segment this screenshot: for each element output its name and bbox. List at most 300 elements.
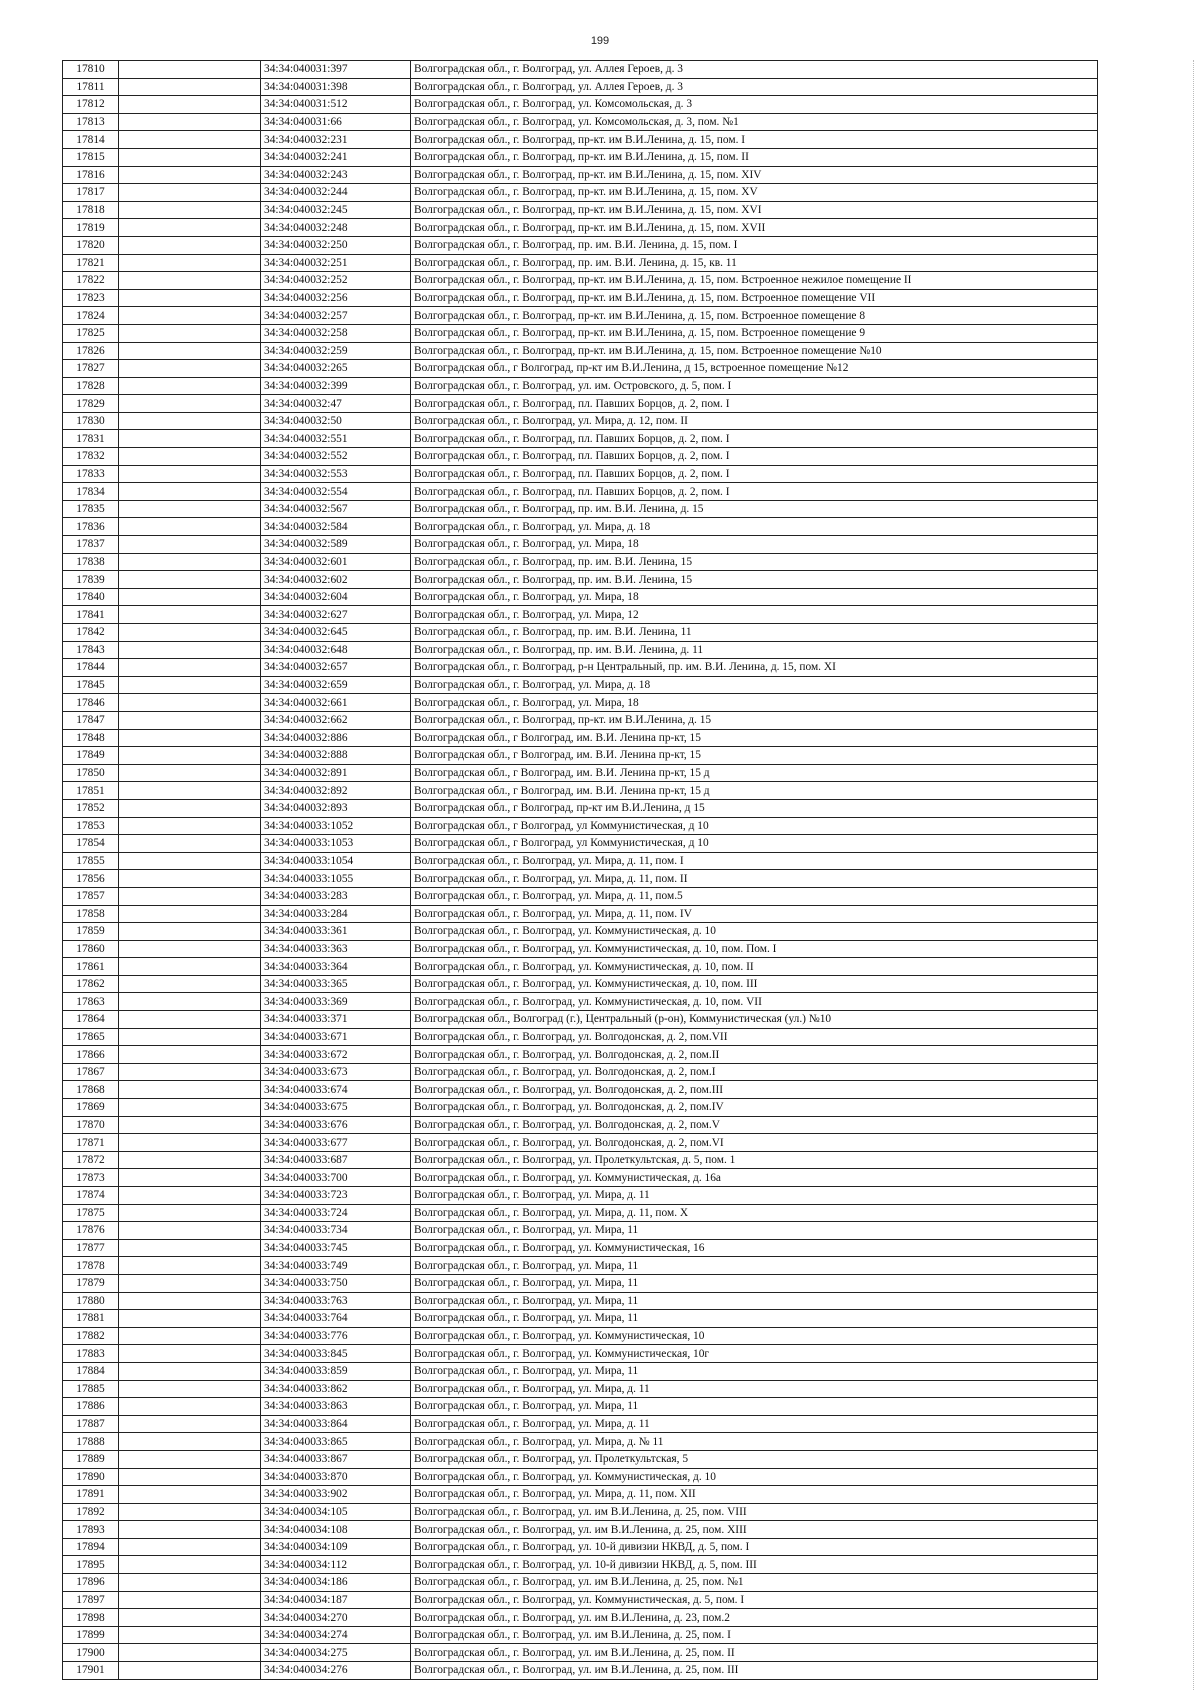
table-row: [63, 852, 1098, 870]
table-row: [63, 307, 1098, 325]
cadastral-number-cell: 34:34:040033:723: [261, 1187, 411, 1205]
address-cell: Волгоградская обл., г. Волгоград, пл. Павших Борцов, д. 2, пом. I: [411, 448, 1098, 466]
page-number: 199: [590, 35, 610, 47]
row-number-cell: 17866: [63, 1046, 119, 1064]
empty-cell: [119, 324, 261, 342]
empty-cell: [119, 1239, 261, 1257]
cadastral-number-cell: 34:34:040032:589: [261, 536, 411, 554]
table-row: [63, 817, 1098, 835]
empty-cell: [119, 958, 261, 976]
row-number-cell: 17891: [63, 1486, 119, 1504]
empty-cell: [119, 1134, 261, 1152]
table-row: [63, 1187, 1098, 1205]
row-number-cell: 17888: [63, 1433, 119, 1451]
empty-cell: [119, 1450, 261, 1468]
empty-cell: [119, 360, 261, 378]
empty-cell: [119, 1380, 261, 1398]
table-row: [63, 835, 1098, 853]
empty-cell: [119, 1644, 261, 1662]
row-number-cell: 17870: [63, 1116, 119, 1134]
row-number-cell: 17883: [63, 1345, 119, 1363]
table-row: [63, 1099, 1098, 1117]
address-cell: Волгоградская обл., г. Волгоград, ул. Мира, 11: [411, 1292, 1098, 1310]
empty-cell: [119, 1274, 261, 1292]
cadastral-number-cell: 34:34:040032:231: [261, 131, 411, 149]
address-cell: Волгоградская обл., г. Волгоград, ул. Коммунистическая, 10г: [411, 1345, 1098, 1363]
table-row: [63, 342, 1098, 360]
table-row: [63, 1292, 1098, 1310]
address-cell: Волгоградская обл., г. Волгоград, ул. Мира, д. 18: [411, 518, 1098, 536]
cadastral-number-cell: 34:34:040033:363: [261, 940, 411, 958]
row-number-cell: 17871: [63, 1134, 119, 1152]
empty-cell: [119, 694, 261, 712]
address-cell: Волгоградская обл., г. Волгоград, ул. Мира, д. 11: [411, 1415, 1098, 1433]
cadastral-number-cell: 34:34:040033:902: [261, 1486, 411, 1504]
table-row: [63, 905, 1098, 923]
cadastral-number-cell: 34:34:040031:512: [261, 96, 411, 114]
empty-cell: [119, 1345, 261, 1363]
address-cell: Волгоградская обл., г. Волгоград, ул. Мира, 11: [411, 1362, 1098, 1380]
table-row: [63, 1380, 1098, 1398]
table-row: [63, 1433, 1098, 1451]
row-number-cell: 17822: [63, 272, 119, 290]
table-row: [63, 782, 1098, 800]
cadastral-number-cell: 34:34:040034:109: [261, 1538, 411, 1556]
address-cell: Волгоградская обл., г Волгоград, им. В.И. Ленина пр-кт, 15 д: [411, 764, 1098, 782]
empty-cell: [119, 1662, 261, 1680]
address-cell: Волгоградская обл., г. Волгоград, ул. Волгодонская, д. 2, пом.VII: [411, 1028, 1098, 1046]
cadastral-number-cell: 34:34:040032:47: [261, 395, 411, 413]
table-row: [63, 571, 1098, 589]
empty-cell: [119, 1556, 261, 1574]
cadastral-number-cell: 34:34:040032:552: [261, 448, 411, 466]
address-cell: Волгоградская обл., г. Волгоград, ул. им В.И.Ленина, д. 25, пом. III: [411, 1662, 1098, 1680]
empty-cell: [119, 1063, 261, 1081]
address-cell: Волгоградская обл., г. Волгоград, ул. Пролеткультская, д. 5, пом. 1: [411, 1151, 1098, 1169]
row-number-cell: 17892: [63, 1503, 119, 1521]
address-cell: Волгоградская обл., г. Волгоград, ул. Мира, д. № 11: [411, 1433, 1098, 1451]
row-number-cell: 17898: [63, 1609, 119, 1627]
address-cell: Волгоградская обл., г. Волгоград, ул. Мира, д. 11: [411, 1380, 1098, 1398]
table-row: [63, 1415, 1098, 1433]
row-number-cell: 17845: [63, 676, 119, 694]
row-number-cell: 17855: [63, 852, 119, 870]
cadastral-number-cell: 34:34:040032:661: [261, 694, 411, 712]
table-row: [63, 958, 1098, 976]
row-number-cell: 17857: [63, 887, 119, 905]
cadastral-number-cell: 34:34:040034:275: [261, 1644, 411, 1662]
empty-cell: [119, 1574, 261, 1592]
address-cell: Волгоградская обл., г. Волгоград, пр-кт. им В.И.Ленина, д. 15, пом. II: [411, 148, 1098, 166]
table-row: [63, 993, 1098, 1011]
empty-cell: [119, 1028, 261, 1046]
address-cell: Волгоградская обл., г Волгоград, ул Коммунистическая, д 10: [411, 817, 1098, 835]
table-row: [63, 694, 1098, 712]
address-cell: Волгоградская обл., г. Волгоград, ул. им В.И.Ленина, д. 25, пом. II: [411, 1644, 1098, 1662]
cadastral-number-cell: 34:34:040033:365: [261, 975, 411, 993]
empty-cell: [119, 1486, 261, 1504]
empty-cell: [119, 1310, 261, 1328]
row-number-cell: 17820: [63, 236, 119, 254]
row-number-cell: 17881: [63, 1310, 119, 1328]
row-number-cell: 17844: [63, 659, 119, 677]
cadastral-number-cell: 34:34:040034:270: [261, 1609, 411, 1627]
row-number-cell: 17868: [63, 1081, 119, 1099]
cadastral-number-cell: 34:34:040032:657: [261, 659, 411, 677]
empty-cell: [119, 1626, 261, 1644]
address-cell: Волгоградская обл., г Волгоград, ул Коммунистическая, д 10: [411, 835, 1098, 853]
cadastral-number-cell: 34:34:040032:259: [261, 342, 411, 360]
row-number-cell: 17814: [63, 131, 119, 149]
cadastral-number-cell: 34:34:040033:672: [261, 1046, 411, 1064]
address-cell: Волгоградская обл., г. Волгоград, пл. Павших Борцов, д. 2, пом. I: [411, 395, 1098, 413]
row-number-cell: 17832: [63, 448, 119, 466]
empty-cell: [119, 764, 261, 782]
table-row: [63, 1450, 1098, 1468]
address-cell: Волгоградская обл., г. Волгоград, ул. Коммунистическая, д. 5, пом. I: [411, 1591, 1098, 1609]
address-cell: Волгоградская обл., г. Волгоград, ул. Коммунистическая, д. 10: [411, 923, 1098, 941]
table-row: [63, 1486, 1098, 1504]
row-number-cell: 17839: [63, 571, 119, 589]
cadastral-number-cell: 34:34:040033:1054: [261, 852, 411, 870]
table-row: [63, 1609, 1098, 1627]
cadastral-number-cell: 34:34:040033:675: [261, 1099, 411, 1117]
empty-cell: [119, 641, 261, 659]
cadastral-number-cell: 34:34:040033:1055: [261, 870, 411, 888]
empty-cell: [119, 1292, 261, 1310]
table-row: [63, 1257, 1098, 1275]
cadastral-number-cell: 34:34:040032:50: [261, 412, 411, 430]
empty-cell: [119, 465, 261, 483]
address-cell: Волгоградская обл., г. Волгоград, ул. Волгодонская, д. 2, пом.I: [411, 1063, 1098, 1081]
cadastral-number-cell: 34:34:040032:251: [261, 254, 411, 272]
empty-cell: [119, 940, 261, 958]
address-cell: Волгоградская обл., г. Волгоград, пр. им. В.И. Ленина, д. 11: [411, 641, 1098, 659]
address-cell: Волгоградская обл., г. Волгоград, ул. им В.И.Ленина, д. 25, пом. №1: [411, 1574, 1098, 1592]
cadastral-number-cell: 34:34:040033:673: [261, 1063, 411, 1081]
empty-cell: [119, 1521, 261, 1539]
table-row: [63, 448, 1098, 466]
table-row: [63, 729, 1098, 747]
address-cell: Волгоградская обл., г. Волгоград, пр-кт. им В.И.Ленина, д. 15, пом. XV: [411, 184, 1098, 202]
row-number-cell: 17880: [63, 1292, 119, 1310]
empty-cell: [119, 606, 261, 624]
cadastral-number-cell: 34:34:040032:648: [261, 641, 411, 659]
address-cell: Волгоградская обл., г. Волгоград, ул. Мира, 11: [411, 1257, 1098, 1275]
table-row: [63, 1574, 1098, 1592]
cadastral-number-cell: 34:34:040033:687: [261, 1151, 411, 1169]
cadastral-number-cell: 34:34:040033:776: [261, 1327, 411, 1345]
table-row: [63, 324, 1098, 342]
table-row: [63, 975, 1098, 993]
table-row: [63, 148, 1098, 166]
row-number-cell: 17821: [63, 254, 119, 272]
empty-cell: [119, 711, 261, 729]
empty-cell: [119, 1187, 261, 1205]
address-cell: Волгоградская обл., г. Волгоград, пр. им. В.И. Ленина, д. 15: [411, 500, 1098, 518]
row-number-cell: 17876: [63, 1222, 119, 1240]
table-row: [63, 1398, 1098, 1416]
row-number-cell: 17861: [63, 958, 119, 976]
empty-cell: [119, 1398, 261, 1416]
cadastral-number-cell: 34:34:040032:265: [261, 360, 411, 378]
cadastral-number-cell: 34:34:040033:1052: [261, 817, 411, 835]
cadastral-number-cell: 34:34:040033:745: [261, 1239, 411, 1257]
empty-cell: [119, 148, 261, 166]
cadastral-number-cell: 34:34:040031:398: [261, 78, 411, 96]
address-cell: Волгоградская обл., г. Волгоград, пр-кт. им В.И.Ленина, д. 15, пом. Встроенное нежилое помещение II: [411, 272, 1098, 290]
table-row: [63, 113, 1098, 131]
address-cell: Волгоградская обл., г. Волгоград, пр-кт. им В.И.Ленина, д. 15, пом. Встроенное помещение 8: [411, 307, 1098, 325]
address-cell: Волгоградская обл., г. Волгоград, пр-кт. им В.И.Ленина, д. 15: [411, 711, 1098, 729]
empty-cell: [119, 659, 261, 677]
empty-cell: [119, 1046, 261, 1064]
address-cell: Волгоградская обл., г. Волгоград, ул. Коммунистическая, 10: [411, 1327, 1098, 1345]
row-number-cell: 17823: [63, 289, 119, 307]
table-row: [63, 1345, 1098, 1363]
cadastral-number-cell: 34:34:040032:886: [261, 729, 411, 747]
empty-cell: [119, 377, 261, 395]
row-number-cell: 17863: [63, 993, 119, 1011]
table-row: [63, 483, 1098, 501]
empty-cell: [119, 799, 261, 817]
row-number-cell: 17889: [63, 1450, 119, 1468]
address-cell: Волгоградская обл., г. Волгоград, ул. Мира, 11: [411, 1398, 1098, 1416]
address-cell: Волгоградская обл., г. Волгоград, ул. Волгодонская, д. 2, пом.IV: [411, 1099, 1098, 1117]
address-cell: Волгоградская обл., г Волгоград, им. В.И. Ленина пр-кт, 15: [411, 729, 1098, 747]
empty-cell: [119, 553, 261, 571]
row-number-cell: 17853: [63, 817, 119, 835]
cadastral-number-cell: 34:34:040033:750: [261, 1274, 411, 1292]
address-cell: Волгоградская обл., г. Волгоград, пр. им. В.И. Ленина, 15: [411, 571, 1098, 589]
table-row: [63, 1591, 1098, 1609]
cadastral-number-cell: 34:34:040033:864: [261, 1415, 411, 1433]
cadastral-number-cell: 34:34:040032:893: [261, 799, 411, 817]
cadastral-number-cell: 34:34:040032:659: [261, 676, 411, 694]
row-number-cell: 17873: [63, 1169, 119, 1187]
address-cell: Волгоградская обл., г. Волгоград, ул. им В.И.Ленина, д. 23, пом.2: [411, 1609, 1098, 1627]
cadastral-number-cell: 34:34:040031:66: [261, 113, 411, 131]
empty-cell: [119, 747, 261, 765]
address-cell: Волгоградская обл., г. Волгоград, ул. Мира, 18: [411, 536, 1098, 554]
address-cell: Волгоградская обл., г Волгоград, им. В.И. Ленина пр-кт, 15: [411, 747, 1098, 765]
page-edge-divider: [1192, 60, 1194, 1690]
row-number-cell: 17833: [63, 465, 119, 483]
address-cell: Волгоградская обл., г. Волгоград, пл. Павших Борцов, д. 2, пом. I: [411, 430, 1098, 448]
empty-cell: [119, 166, 261, 184]
table-row: [63, 360, 1098, 378]
row-number-cell: 17819: [63, 219, 119, 237]
address-cell: Волгоградская обл., г. Волгоград, ул. Мира, д. 11, пом. IV: [411, 905, 1098, 923]
address-cell: Волгоградская обл., г. Волгоград, ул. Аллея Героев, д. 3: [411, 61, 1098, 79]
empty-cell: [119, 1591, 261, 1609]
cadastral-number-cell: 34:34:040032:645: [261, 624, 411, 642]
empty-cell: [119, 1468, 261, 1486]
table-row: [63, 870, 1098, 888]
table-row: [63, 1046, 1098, 1064]
table-row: [63, 641, 1098, 659]
empty-cell: [119, 96, 261, 114]
empty-cell: [119, 1204, 261, 1222]
cadastral-number-cell: 34:34:040032:888: [261, 747, 411, 765]
cadastral-number-cell: 34:34:040033:724: [261, 1204, 411, 1222]
empty-cell: [119, 518, 261, 536]
table-row: [63, 430, 1098, 448]
table-row: [63, 219, 1098, 237]
address-cell: Волгоградская обл., г. Волгоград, ул. им В.И.Ленина, д. 25, пом. XIII: [411, 1521, 1098, 1539]
table-row: [63, 1538, 1098, 1556]
cadastral-number-cell: 34:34:040032:584: [261, 518, 411, 536]
table-row: [63, 1626, 1098, 1644]
row-number-cell: 17896: [63, 1574, 119, 1592]
table-row: [63, 1081, 1098, 1099]
table-row: [63, 1362, 1098, 1380]
cadastral-number-cell: 34:34:040034:186: [261, 1574, 411, 1592]
table-row: [63, 1310, 1098, 1328]
address-cell: Волгоградская обл., г. Волгоград, ул. Волгодонская, д. 2, пом.V: [411, 1116, 1098, 1134]
cadastral-number-cell: 34:34:040032:891: [261, 764, 411, 782]
address-cell: Волгоградская обл., г. Волгоград, пр-кт. им В.И.Ленина, д. 15, пом. XIV: [411, 166, 1098, 184]
empty-cell: [119, 1011, 261, 1029]
empty-cell: [119, 1362, 261, 1380]
row-number-cell: 17842: [63, 624, 119, 642]
row-number-cell: 17877: [63, 1239, 119, 1257]
cadastral-number-cell: 34:34:040032:601: [261, 553, 411, 571]
address-cell: Волгоградская обл., г. Волгоград, пр-кт. им В.И.Ленина, д. 15, пом. Встроенное помещение 9: [411, 324, 1098, 342]
table-row: [63, 676, 1098, 694]
empty-cell: [119, 536, 261, 554]
row-number-cell: 17824: [63, 307, 119, 325]
empty-cell: [119, 817, 261, 835]
row-number-cell: 17890: [63, 1468, 119, 1486]
row-number-cell: 17894: [63, 1538, 119, 1556]
cadastral-number-cell: 34:34:040033:867: [261, 1450, 411, 1468]
cadastral-number-cell: 34:34:040034:276: [261, 1662, 411, 1680]
address-cell: Волгоградская обл., г. Волгоград, ул. Комсомольская, д. 3: [411, 96, 1098, 114]
cadastral-number-cell: 34:34:040032:245: [261, 201, 411, 219]
table-row: [63, 887, 1098, 905]
cadastral-number-cell: 34:34:040032:250: [261, 236, 411, 254]
row-number-cell: 17811: [63, 78, 119, 96]
empty-cell: [119, 78, 261, 96]
table-row: [63, 272, 1098, 290]
empty-cell: [119, 1609, 261, 1627]
cadastral-number-cell: 34:34:040033:870: [261, 1468, 411, 1486]
row-number-cell: 17831: [63, 430, 119, 448]
row-number-cell: 17897: [63, 1591, 119, 1609]
empty-cell: [119, 1538, 261, 1556]
cadastral-number-cell: 34:34:040033:863: [261, 1398, 411, 1416]
cadastral-number-cell: 34:34:040032:248: [261, 219, 411, 237]
table-row: [63, 500, 1098, 518]
table-row: [63, 201, 1098, 219]
address-cell: Волгоградская обл., г. Волгоград, ул. Коммунистическая, д. 10, пом. II: [411, 958, 1098, 976]
cadastral-number-cell: 34:34:040033:361: [261, 923, 411, 941]
cadastral-number-cell: 34:34:040034:112: [261, 1556, 411, 1574]
table-row: [63, 553, 1098, 571]
address-cell: Волгоградская обл., г. Волгоград, ул. 10-й дивизии НКВД, д. 5, пом. I: [411, 1538, 1098, 1556]
empty-cell: [119, 1081, 261, 1099]
empty-cell: [119, 254, 261, 272]
table-row: [63, 799, 1098, 817]
empty-cell: [119, 1415, 261, 1433]
table-row: [63, 1204, 1098, 1222]
empty-cell: [119, 1169, 261, 1187]
table-row: [63, 923, 1098, 941]
row-number-cell: 17893: [63, 1521, 119, 1539]
table-row: [63, 166, 1098, 184]
cadastral-number-cell: 34:34:040033:749: [261, 1257, 411, 1275]
empty-cell: [119, 395, 261, 413]
cadastral-number-cell: 34:34:040033:845: [261, 1345, 411, 1363]
cadastral-number-cell: 34:34:040032:627: [261, 606, 411, 624]
cadastral-number-cell: 34:34:040032:244: [261, 184, 411, 202]
cadastral-number-cell: 34:34:040033:671: [261, 1028, 411, 1046]
address-cell: Волгоградская обл., г. Волгоград, ул. Мира, д. 11, пом. X: [411, 1204, 1098, 1222]
empty-cell: [119, 852, 261, 870]
address-cell: Волгоградская обл., г Волгоград, пр-кт им В.И.Ленина, д 15: [411, 799, 1098, 817]
row-number-cell: 17864: [63, 1011, 119, 1029]
table-row: [63, 747, 1098, 765]
address-cell: Волгоградская обл., г. Волгоград, ул. им. Островского, д. 5, пом. I: [411, 377, 1098, 395]
cadastral-number-cell: 34:34:040033:865: [261, 1433, 411, 1451]
table-row: [63, 659, 1098, 677]
registry-table: [62, 60, 1098, 1680]
table-row: [63, 131, 1098, 149]
empty-cell: [119, 289, 261, 307]
cadastral-number-cell: 34:34:040032:252: [261, 272, 411, 290]
row-number-cell: 17826: [63, 342, 119, 360]
row-number-cell: 17852: [63, 799, 119, 817]
row-number-cell: 17887: [63, 1415, 119, 1433]
empty-cell: [119, 1116, 261, 1134]
empty-cell: [119, 1222, 261, 1240]
address-cell: Волгоградская обл., г. Волгоград, ул. 10-й дивизии НКВД, д. 5, пом. III: [411, 1556, 1098, 1574]
row-number-cell: 17817: [63, 184, 119, 202]
cadastral-number-cell: 34:34:040032:662: [261, 711, 411, 729]
empty-cell: [119, 676, 261, 694]
row-number-cell: 17854: [63, 835, 119, 853]
cadastral-number-cell: 34:34:040033:734: [261, 1222, 411, 1240]
address-cell: Волгоградская обл., г. Волгоград, ул. Мира, д. 12, пом. II: [411, 412, 1098, 430]
cadastral-number-cell: 34:34:040033:283: [261, 887, 411, 905]
row-number-cell: 17875: [63, 1204, 119, 1222]
row-number-cell: 17834: [63, 483, 119, 501]
empty-cell: [119, 1099, 261, 1117]
table-row: [63, 289, 1098, 307]
table-row: [63, 236, 1098, 254]
cadastral-number-cell: 34:34:040033:369: [261, 993, 411, 1011]
address-cell: Волгоградская обл., г. Волгоград, ул. Коммунистическая, д. 16а: [411, 1169, 1098, 1187]
address-cell: Волгоградская обл., г. Волгоград, пр-кт. им В.И.Ленина, д. 15, пом. XVI: [411, 201, 1098, 219]
empty-cell: [119, 448, 261, 466]
row-number-cell: 17850: [63, 764, 119, 782]
cadastral-number-cell: 34:34:040033:862: [261, 1380, 411, 1398]
address-cell: Волгоградская обл., г. Волгоград, р-н Центральный, пр. им. В.И. Ленина, д. 15, пом. XI: [411, 659, 1098, 677]
row-number-cell: 17847: [63, 711, 119, 729]
row-number-cell: 17884: [63, 1362, 119, 1380]
empty-cell: [119, 201, 261, 219]
address-cell: Волгоградская обл., г. Волгоград, ул. Комсомольская, д. 3, пом. №1: [411, 113, 1098, 131]
address-cell: Волгоградская обл., г. Волгоград, ул. Коммунистическая, д. 10, пом. VII: [411, 993, 1098, 1011]
row-number-cell: 17830: [63, 412, 119, 430]
cadastral-number-cell: 34:34:040032:256: [261, 289, 411, 307]
row-number-cell: 17862: [63, 975, 119, 993]
address-cell: Волгоградская обл., г. Волгоград, ул. Пролеткультская, 5: [411, 1450, 1098, 1468]
address-cell: Волгоградская обл., г. Волгоград, пр. им. В.И. Ленина, 11: [411, 624, 1098, 642]
table-row: [63, 588, 1098, 606]
cadastral-number-cell: 34:34:040033:676: [261, 1116, 411, 1134]
